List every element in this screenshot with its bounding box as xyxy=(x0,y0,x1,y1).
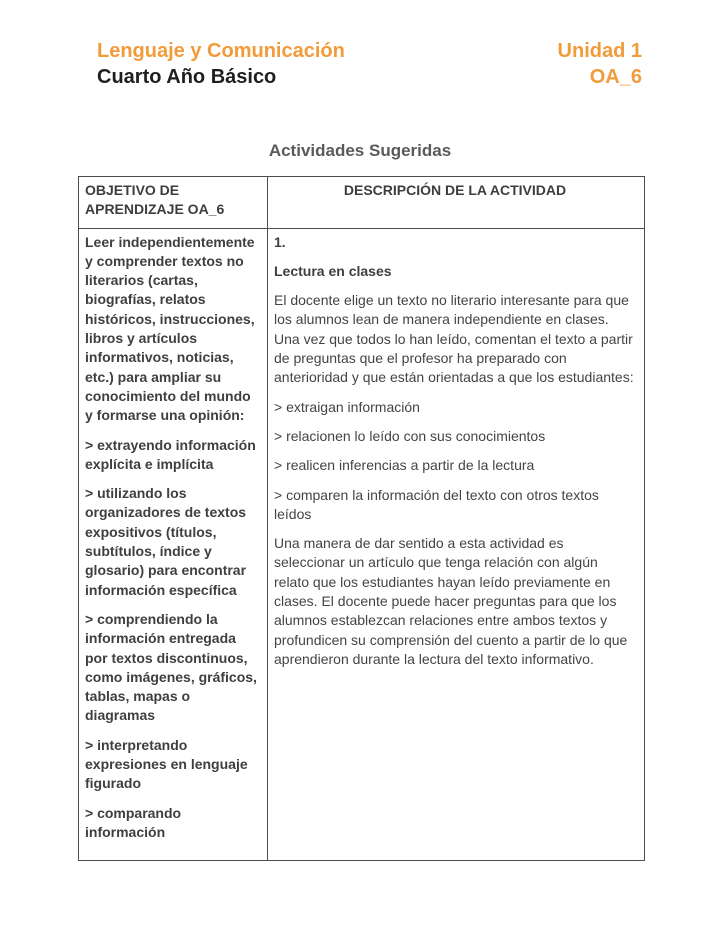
column-header-description: DESCRIPCIÓN DE LA ACTIVIDAD xyxy=(268,177,645,229)
table-header-row xyxy=(79,177,645,229)
objective-bullet: > comparando información xyxy=(85,804,182,840)
page-header xyxy=(97,38,642,90)
page-title: Actividades Sugeridas xyxy=(268,141,452,160)
objective-bullet: > comprendiendo la información entregada por textos discontinuos, como imágenes, gráficos, tablas, mapas o diagramas xyxy=(85,610,257,724)
activity-bullet: > realicen inferencias a partir de la lectura xyxy=(274,457,535,474)
description-cell xyxy=(268,228,645,861)
oa-code-label: OA_6 xyxy=(589,66,642,88)
unit-label: Unidad 1 xyxy=(557,40,642,62)
subject-title: Lenguaje y Comunicación xyxy=(97,40,345,62)
activity-number: 1. xyxy=(274,233,286,250)
objective-bullet: > utilizando los organizadores de textos expositivos (títulos, subtítulos, índice y glosario) para encontrar información específica xyxy=(85,485,247,598)
header-left-block xyxy=(97,38,345,90)
objective-bullet: > extrayendo información explícita e implícita xyxy=(85,436,256,472)
activity-paragraph: Una manera de dar sentido a esta actividad es seleccionar un artículo que tenga relación con algún relato que los estudiantes hayan leído previamente en clases. El docente puede hacer preguntas para que los alumnos establezcan relaciones entre ambos textos y profundicen su comprensión del cuento a partir de lo que aprendieron durante la lectura del texto informativo. xyxy=(274,535,628,667)
activity-bullet: > comparen la información del texto con otros textos leídos xyxy=(274,486,599,522)
activity-bullet: > extraigan información xyxy=(274,398,420,415)
grade-subtitle: Cuarto Año Básico xyxy=(97,66,277,88)
objective-cell xyxy=(79,228,268,861)
objective-paragraph: Leer independientemente y comprender textos no literarios (cartas, biografías, relatos históricos, instrucciones, libros y artículos informativos, noticias, etc.) para ampliar su conocimiento del mundo y formarse una opinión: xyxy=(85,233,255,424)
activity-paragraph: El docente elige un texto no literario interesante para que los alumnos lean de manera independiente en clases. Una vez que todos lo han leído, comentan el texto a partir de preguntas que el profesor ha preparado con anterioridad y que están orientadas a que los estudiantes: xyxy=(274,292,634,386)
table-body-row xyxy=(79,228,645,861)
column-header-objective: OBJETIVO DE APRENDIZAJE OA_6 xyxy=(79,177,268,229)
activity-title: Lectura en clases xyxy=(274,262,392,279)
objective-bullet: > interpretando expresiones en lenguaje figurado xyxy=(85,736,248,792)
header-right-block xyxy=(558,38,642,90)
activity-bullet: > relacionen lo leído con sus conocimientos xyxy=(274,427,546,444)
activities-table xyxy=(78,176,645,861)
